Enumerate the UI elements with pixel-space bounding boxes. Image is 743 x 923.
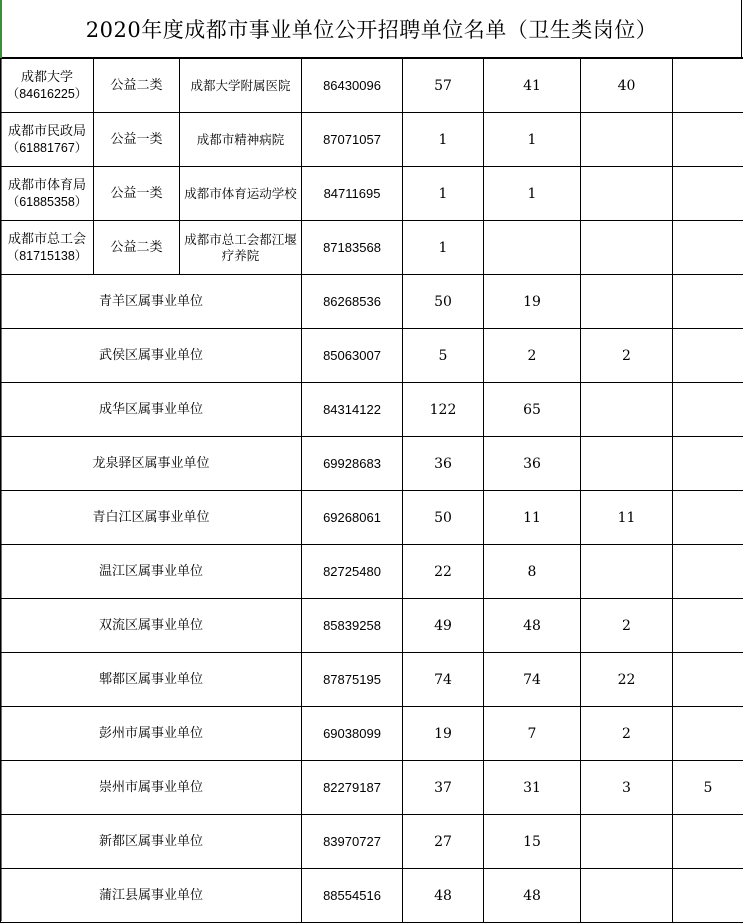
count-cell-2 — [484, 221, 581, 275]
page-title: 2020年度成都市事业单位公开招聘单位名单（卫生类岗位） — [0, 0, 743, 58]
count-cell-4 — [673, 113, 743, 167]
phone-cell: 86430096 — [302, 59, 403, 113]
count-cell-1: 1 — [403, 221, 484, 275]
count-cell-2: 1 — [484, 113, 581, 167]
table-row — [1, 545, 743, 599]
dept-cell — [1, 113, 94, 167]
count-cell-4 — [673, 491, 743, 545]
count-cell-4 — [673, 221, 743, 275]
count-cell-4 — [673, 329, 743, 383]
phone-cell: 82279187 — [302, 761, 403, 815]
table-row — [1, 167, 743, 221]
dept-name: 成都市总工会 — [8, 232, 86, 247]
table-row — [1, 653, 743, 707]
unit-cell: 成都市体育运动学校 — [180, 167, 302, 221]
count-cell-1: 57 — [403, 59, 484, 113]
table-row — [1, 869, 743, 923]
count-cell-1: 74 — [403, 653, 484, 707]
dept-phone: （61885358） — [3, 194, 91, 210]
table-row — [1, 275, 743, 329]
category-cell: 公益二类 — [94, 59, 180, 113]
count-cell-2: 15 — [484, 815, 581, 869]
phone-cell: 82725480 — [302, 545, 403, 599]
phone-cell: 85063007 — [302, 329, 403, 383]
table-row — [1, 761, 743, 815]
count-cell-3 — [581, 167, 673, 221]
count-cell-3 — [581, 869, 673, 923]
count-cell-4 — [673, 437, 743, 491]
dept-phone: （84616225） — [3, 86, 91, 102]
category-cell: 公益一类 — [94, 167, 180, 221]
count-cell-4: 5 — [673, 761, 743, 815]
phone-cell: 87183568 — [302, 221, 403, 275]
count-cell-2: 19 — [484, 275, 581, 329]
category-cell: 公益二类 — [94, 221, 180, 275]
count-cell-2: 7 — [484, 707, 581, 761]
phone-cell: 86268536 — [302, 275, 403, 329]
count-cell-1: 22 — [403, 545, 484, 599]
dept-name: 成都大学 — [21, 70, 73, 85]
table-body — [1, 59, 743, 923]
count-cell-3 — [581, 113, 673, 167]
dept-cell — [1, 221, 94, 275]
count-cell-4 — [673, 653, 743, 707]
count-cell-2: 36 — [484, 437, 581, 491]
count-cell-1: 1 — [403, 113, 484, 167]
district-unit-cell: 彭州市属事业单位 — [1, 707, 302, 761]
count-cell-2: 41 — [484, 59, 581, 113]
unit-cell: 成都市精神病院 — [180, 113, 302, 167]
count-cell-3: 2 — [581, 599, 673, 653]
count-cell-4 — [673, 599, 743, 653]
table-row — [1, 815, 743, 869]
count-cell-3 — [581, 437, 673, 491]
count-cell-3 — [581, 383, 673, 437]
district-unit-cell: 成华区属事业单位 — [1, 383, 302, 437]
count-cell-4 — [673, 815, 743, 869]
district-unit-cell: 蒲江县属事业单位 — [1, 869, 302, 923]
category-cell: 公益一类 — [94, 113, 180, 167]
dept-phone: （61881767） — [3, 140, 91, 156]
count-cell-4 — [673, 707, 743, 761]
count-cell-1: 50 — [403, 275, 484, 329]
phone-cell: 69038099 — [302, 707, 403, 761]
count-cell-2: 1 — [484, 167, 581, 221]
count-cell-3: 11 — [581, 491, 673, 545]
count-cell-3 — [581, 221, 673, 275]
count-cell-2: 65 — [484, 383, 581, 437]
phone-cell: 84314122 — [302, 383, 403, 437]
count-cell-1: 1 — [403, 167, 484, 221]
table-row — [1, 599, 743, 653]
count-cell-4 — [673, 59, 743, 113]
title-right-border — [741, 0, 742, 58]
table-row — [1, 329, 743, 383]
count-cell-3: 2 — [581, 329, 673, 383]
count-cell-3: 2 — [581, 707, 673, 761]
count-cell-3: 40 — [581, 59, 673, 113]
district-unit-cell: 崇州市属事业单位 — [1, 761, 302, 815]
district-unit-cell: 青白江区属事业单位 — [1, 491, 302, 545]
count-cell-3 — [581, 815, 673, 869]
count-cell-3 — [581, 275, 673, 329]
count-cell-1: 36 — [403, 437, 484, 491]
district-unit-cell: 龙泉驿区属事业单位 — [1, 437, 302, 491]
count-cell-1: 48 — [403, 869, 484, 923]
count-cell-2: 74 — [484, 653, 581, 707]
count-cell-1: 19 — [403, 707, 484, 761]
unit-cell: 成都大学附属医院 — [180, 59, 302, 113]
count-cell-2: 48 — [484, 869, 581, 923]
table-row — [1, 491, 743, 545]
count-cell-3: 3 — [581, 761, 673, 815]
dept-phone: （81715138） — [3, 248, 91, 264]
district-unit-cell: 武侯区属事业单位 — [1, 329, 302, 383]
table-row — [1, 221, 743, 275]
count-cell-1: 37 — [403, 761, 484, 815]
phone-cell: 87875195 — [302, 653, 403, 707]
count-cell-2: 48 — [484, 599, 581, 653]
district-unit-cell: 青羊区属事业单位 — [1, 275, 302, 329]
count-cell-1: 122 — [403, 383, 484, 437]
district-unit-cell: 郫都区属事业单位 — [1, 653, 302, 707]
phone-cell: 83970727 — [302, 815, 403, 869]
count-cell-2: 31 — [484, 761, 581, 815]
count-cell-2: 8 — [484, 545, 581, 599]
count-cell-4 — [673, 167, 743, 221]
table-row — [1, 59, 743, 113]
dept-cell — [1, 167, 94, 221]
count-cell-3 — [581, 545, 673, 599]
table-row — [1, 383, 743, 437]
count-cell-3: 22 — [581, 653, 673, 707]
table-row — [1, 113, 743, 167]
dept-name: 成都市体育局 — [8, 178, 86, 193]
phone-cell: 84711695 — [302, 167, 403, 221]
count-cell-1: 27 — [403, 815, 484, 869]
table-row — [1, 707, 743, 761]
count-cell-1: 49 — [403, 599, 484, 653]
phone-cell: 69928683 — [302, 437, 403, 491]
district-unit-cell: 新都区属事业单位 — [1, 815, 302, 869]
district-unit-cell: 温江区属事业单位 — [1, 545, 302, 599]
count-cell-4 — [673, 545, 743, 599]
phone-cell: 69268061 — [302, 491, 403, 545]
dept-name: 成都市民政局 — [8, 124, 86, 139]
table-row — [1, 437, 743, 491]
recruitment-table — [0, 58, 743, 923]
count-cell-1: 50 — [403, 491, 484, 545]
district-unit-cell: 双流区属事业单位 — [1, 599, 302, 653]
phone-cell: 85839258 — [302, 599, 403, 653]
count-cell-4 — [673, 383, 743, 437]
phone-cell: 88554516 — [302, 869, 403, 923]
count-cell-1: 5 — [403, 329, 484, 383]
count-cell-2: 2 — [484, 329, 581, 383]
count-cell-4 — [673, 275, 743, 329]
count-cell-4 — [673, 869, 743, 923]
dept-cell — [1, 59, 94, 113]
unit-cell: 成都市总工会都江堰疗养院 — [180, 221, 302, 275]
count-cell-2: 11 — [484, 491, 581, 545]
phone-cell: 87071057 — [302, 113, 403, 167]
